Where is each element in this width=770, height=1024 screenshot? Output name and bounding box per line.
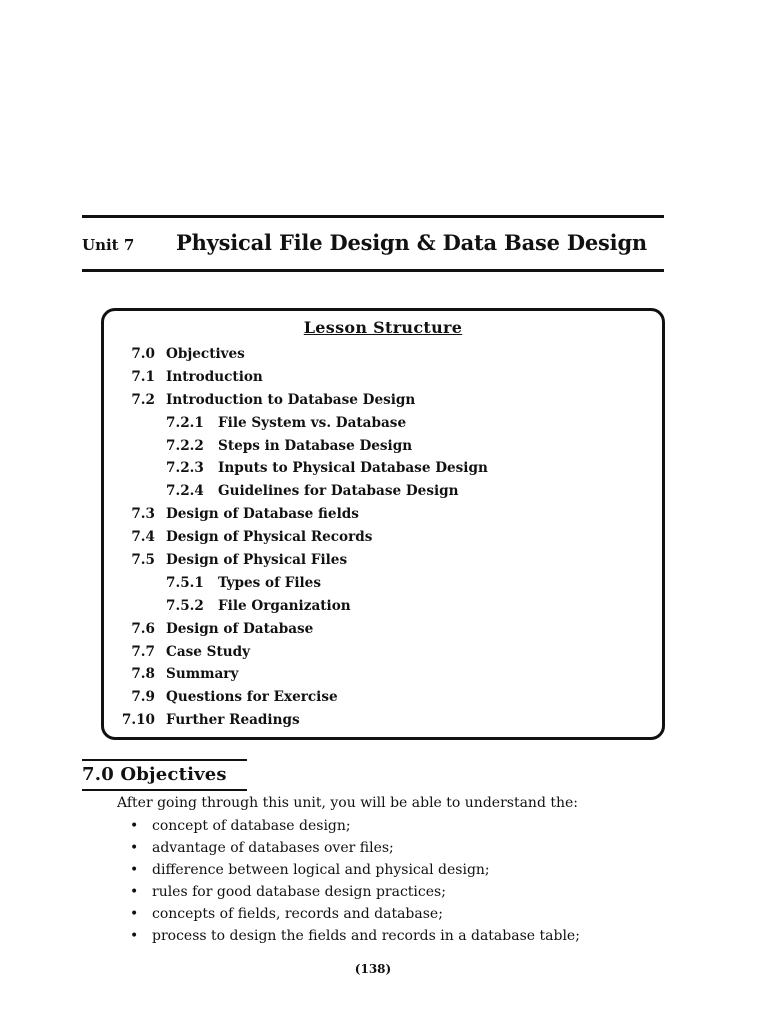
toc-item-label: Design of Database bbox=[166, 620, 314, 637]
toc-item bbox=[104, 552, 662, 575]
unit-title: Physical File Design & Data Base Design bbox=[176, 230, 647, 255]
toc-item-label: Questions for Exercise bbox=[166, 689, 338, 706]
toc-item bbox=[104, 415, 662, 438]
bullet-icon: • bbox=[130, 862, 139, 879]
toc-item bbox=[104, 438, 662, 461]
unit-label: Unit 7 bbox=[82, 236, 135, 254]
lesson-structure-heading: Lesson Structure bbox=[303, 318, 463, 337]
objective-text: process to design the fields and records in a database table; bbox=[152, 928, 580, 945]
toc-item bbox=[104, 460, 662, 483]
toc-item bbox=[104, 598, 662, 621]
bullet-icon: • bbox=[130, 906, 139, 923]
header-bottom-rule bbox=[82, 269, 664, 272]
toc-item bbox=[104, 666, 662, 689]
toc-item bbox=[104, 575, 662, 598]
toc-item-number: 7.2.3 bbox=[166, 460, 204, 477]
objectives-intro: After going through this unit, you will be able to understand the: bbox=[117, 795, 578, 811]
toc-item-label: Types of Files bbox=[218, 574, 321, 591]
bullet-icon: • bbox=[130, 884, 139, 901]
toc-item bbox=[104, 483, 662, 506]
toc-item-number: 7.10 bbox=[121, 712, 155, 729]
bullet-icon: • bbox=[130, 818, 139, 834]
toc-item-number: 7.8 bbox=[131, 666, 155, 683]
toc-item-label: Introduction bbox=[166, 368, 263, 385]
objective-text: concepts of fields, records and database; bbox=[152, 906, 443, 923]
toc-item-label: Summary bbox=[166, 666, 239, 683]
lesson-structure-list bbox=[104, 346, 662, 735]
objective-text: concept of database design; bbox=[152, 818, 351, 834]
objective-text: advantage of databases over files; bbox=[152, 840, 394, 857]
toc-item-label: Design of Database fields bbox=[166, 506, 359, 523]
toc-item bbox=[104, 506, 662, 529]
toc-item-number: 7.0 bbox=[131, 346, 155, 362]
toc-item-number: 7.9 bbox=[131, 689, 155, 706]
toc-item-label: File Organization bbox=[218, 597, 351, 614]
objectives-bottom-rule bbox=[82, 789, 247, 791]
header-top-rule bbox=[82, 215, 664, 218]
toc-item-number: 7.4 bbox=[131, 529, 155, 546]
toc-item-label: Objectives bbox=[166, 346, 245, 362]
toc-item-number: 7.5.1 bbox=[166, 574, 204, 591]
toc-item-number: 7.7 bbox=[131, 643, 155, 660]
toc-item bbox=[104, 712, 662, 735]
toc-item bbox=[104, 689, 662, 712]
toc-item bbox=[104, 621, 662, 644]
toc-item-label: Introduction to Database Design bbox=[166, 391, 416, 408]
toc-item-label: Case Study bbox=[166, 643, 251, 660]
bullet-icon: • bbox=[130, 840, 139, 857]
lesson-structure-box bbox=[101, 308, 665, 740]
objectives-top-rule bbox=[82, 759, 247, 761]
toc-item-number: 7.2.1 bbox=[166, 414, 204, 431]
toc-item-label: Steps in Database Design bbox=[218, 437, 413, 454]
objective-text: rules for good database design practices; bbox=[152, 884, 446, 901]
toc-item bbox=[104, 529, 662, 552]
toc-item-label: Design of Physical Records bbox=[166, 529, 373, 546]
toc-item-number: 7.3 bbox=[131, 506, 155, 523]
objective-text: difference between logical and physical design; bbox=[152, 862, 490, 879]
toc-item-number: 7.5 bbox=[131, 552, 155, 569]
toc-item-label: Inputs to Physical Database Design bbox=[218, 460, 488, 477]
toc-item-number: 7.5.2 bbox=[166, 597, 204, 614]
toc-item-number: 7.1 bbox=[131, 368, 155, 385]
toc-item-label: Further Readings bbox=[166, 712, 300, 729]
toc-item-number: 7.6 bbox=[131, 620, 155, 637]
toc-item bbox=[104, 392, 662, 415]
bullet-icon: • bbox=[130, 928, 139, 945]
toc-item-number: 7.2.2 bbox=[166, 437, 204, 454]
toc-item bbox=[104, 346, 662, 369]
toc-item bbox=[104, 369, 662, 392]
toc-item-label: Guidelines for Database Design bbox=[218, 483, 459, 500]
toc-item-label: Design of Physical Files bbox=[166, 552, 348, 569]
objectives-heading: 7.0 Objectives bbox=[82, 764, 227, 785]
page-number: (138) bbox=[354, 962, 392, 976]
toc-item-number: 7.2.4 bbox=[166, 483, 204, 500]
toc-item-label: File System vs. Database bbox=[218, 414, 407, 431]
toc-item bbox=[104, 644, 662, 667]
toc-item-number: 7.2 bbox=[131, 391, 155, 408]
